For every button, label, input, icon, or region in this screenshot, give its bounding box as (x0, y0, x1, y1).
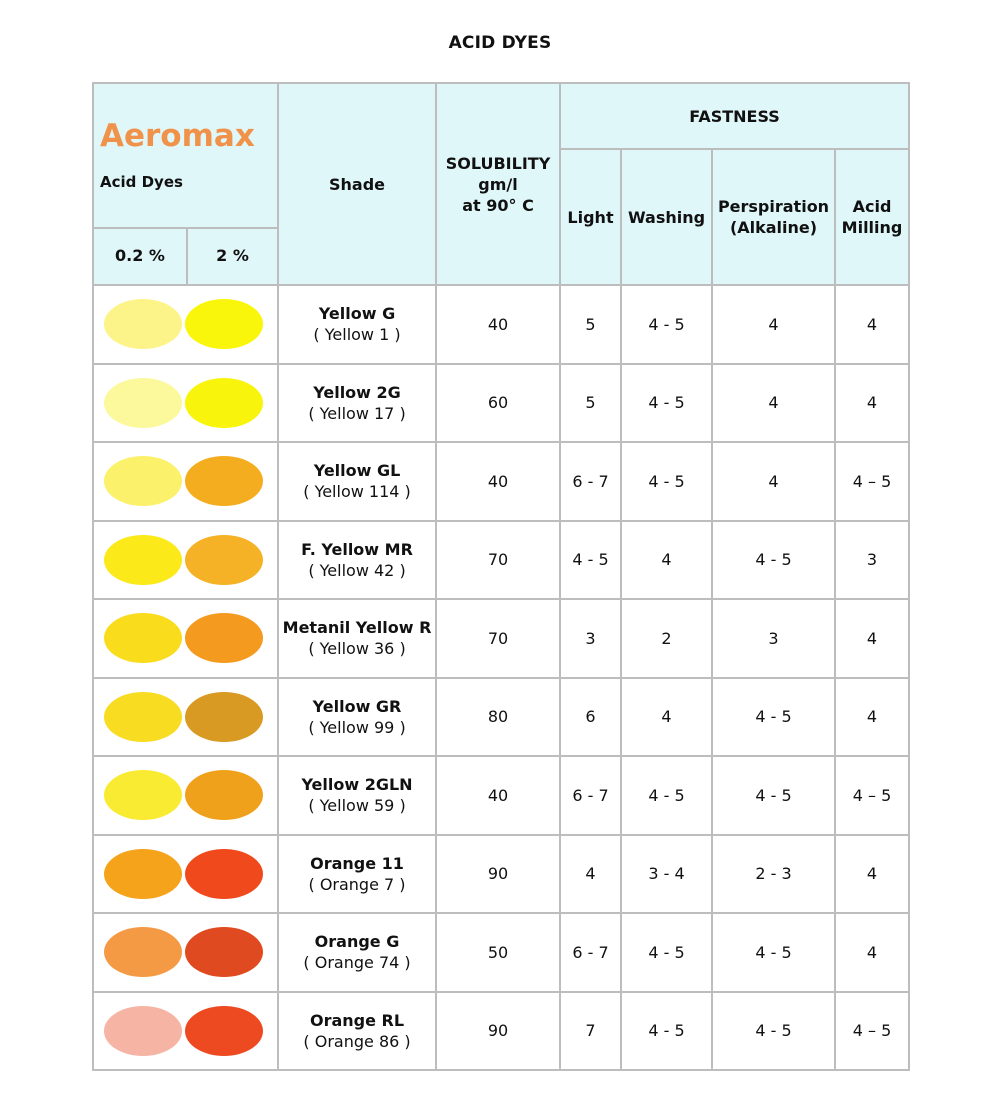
shade-name: F. Yellow MR (301, 539, 413, 559)
shade-ci: ( Yellow 59 ) (308, 796, 406, 816)
perspiration-value: 4 (712, 442, 835, 521)
shade-name: Orange G (314, 932, 400, 952)
swatch-cell (93, 913, 278, 992)
perspiration-header-line1: Perspiration (717, 197, 830, 216)
washing-value: 4 (621, 678, 712, 757)
swatch-cell (93, 678, 278, 757)
light-header: Light (560, 149, 621, 285)
swatch-low (104, 1006, 182, 1056)
shade-name: Orange 11 (310, 853, 404, 873)
swatch-cell (93, 599, 278, 678)
brand-cell (93, 83, 278, 228)
solubility-value: 60 (436, 364, 560, 443)
swatch-cell (93, 521, 278, 600)
light-value: 7 (560, 992, 621, 1071)
solubility-value: 90 (436, 835, 560, 914)
solubility-value: 50 (436, 913, 560, 992)
swatch-high (185, 456, 263, 506)
perspiration-value: 4 (712, 364, 835, 443)
washing-value: 4 (621, 521, 712, 600)
washing-value: 3 - 4 (621, 835, 712, 914)
light-value: 4 (560, 835, 621, 914)
perspiration-value: 4 - 5 (712, 913, 835, 992)
swatch-high (185, 927, 263, 977)
acid-milling-value: 4 (835, 835, 909, 914)
acid-milling-header-line2: Milling (841, 218, 903, 237)
swatch-low (104, 378, 182, 428)
shade-name: Yellow GR (312, 696, 402, 716)
table-row (93, 599, 909, 678)
shade-header: Shade (278, 83, 436, 285)
pct-low-header: 0.2 % (93, 228, 187, 285)
swatch-low (104, 692, 182, 742)
swatch-low (104, 770, 182, 820)
swatch-high (185, 535, 263, 585)
table-row (93, 364, 909, 443)
solubility-header (436, 83, 560, 285)
perspiration-header (712, 149, 835, 285)
shade-cell (278, 835, 436, 914)
perspiration-value: 2 - 3 (712, 835, 835, 914)
solubility-value: 40 (436, 285, 560, 364)
solubility-value: 90 (436, 992, 560, 1071)
swatch-low (104, 849, 182, 899)
shade-cell (278, 442, 436, 521)
swatch-cell (93, 835, 278, 914)
solubility-header-line3: at 90° C (462, 195, 534, 215)
swatch-cell (93, 442, 278, 521)
swatch-low (104, 927, 182, 977)
light-value: 6 (560, 678, 621, 757)
table-row (93, 992, 909, 1071)
shade-cell (278, 913, 436, 992)
shade-cell (278, 992, 436, 1071)
acid-milling-value: 4 – 5 (835, 442, 909, 521)
light-value: 6 - 7 (560, 756, 621, 835)
perspiration-value: 4 - 5 (712, 678, 835, 757)
swatch-cell (93, 756, 278, 835)
acid-milling-header (835, 149, 909, 285)
shade-cell (278, 285, 436, 364)
solubility-value: 80 (436, 678, 560, 757)
shade-ci: ( Orange 7 ) (308, 874, 406, 894)
swatch-low (104, 299, 182, 349)
shade-cell (278, 756, 436, 835)
solubility-value: 70 (436, 521, 560, 600)
shade-name: Yellow 2G (313, 382, 401, 402)
swatch-high (185, 849, 263, 899)
perspiration-value: 4 - 5 (712, 756, 835, 835)
perspiration-value: 4 (712, 285, 835, 364)
washing-value: 4 - 5 (621, 285, 712, 364)
swatch-low (104, 613, 182, 663)
shade-cell (278, 364, 436, 443)
swatch-high (185, 1006, 263, 1056)
shade-name: Metanil Yellow R (282, 618, 432, 638)
swatch-high (185, 613, 263, 663)
brand-logo: Aeromax (100, 118, 255, 154)
light-value: 6 - 7 (560, 442, 621, 521)
swatch-cell (93, 285, 278, 364)
solubility-value: 40 (436, 756, 560, 835)
solubility-value: 40 (436, 442, 560, 521)
acid-milling-value: 4 – 5 (835, 756, 909, 835)
swatch-low (104, 456, 182, 506)
shade-ci: ( Yellow 99 ) (308, 717, 406, 737)
swatch-high (185, 299, 263, 349)
washing-value: 2 (621, 599, 712, 678)
table-row (93, 835, 909, 914)
brand-subtitle: Acid Dyes (100, 173, 183, 191)
perspiration-value: 4 - 5 (712, 521, 835, 600)
acid-milling-header-line1: Acid (852, 197, 892, 216)
table-row (93, 756, 909, 835)
table-row (93, 913, 909, 992)
shade-ci: ( Yellow 114 ) (303, 482, 411, 502)
shade-name: Yellow 2GLN (301, 775, 413, 795)
washing-value: 4 - 5 (621, 364, 712, 443)
light-value: 5 (560, 364, 621, 443)
perspiration-header-line2: (Alkaline) (729, 218, 818, 237)
table-row (93, 521, 909, 600)
light-value: 5 (560, 285, 621, 364)
shade-cell (278, 521, 436, 600)
washing-header: Washing (621, 149, 712, 285)
acid-milling-value: 4 (835, 599, 909, 678)
perspiration-value: 4 - 5 (712, 992, 835, 1071)
shade-ci: ( Yellow 36 ) (308, 639, 406, 659)
acid-milling-value: 4 – 5 (835, 992, 909, 1071)
light-value: 4 - 5 (560, 521, 621, 600)
page-title: ACID DYES (448, 33, 552, 53)
shade-ci: ( Yellow 17 ) (308, 403, 406, 423)
shade-ci: ( Orange 74 ) (303, 953, 411, 973)
shade-ci: ( Yellow 42 ) (308, 560, 406, 580)
table-row (93, 442, 909, 521)
swatch-cell (93, 364, 278, 443)
acid-dyes-table (92, 82, 910, 1071)
solubility-header-line2: gm/l (478, 174, 518, 194)
light-value: 6 - 7 (560, 913, 621, 992)
shade-ci: ( Yellow 1 ) (313, 325, 401, 345)
washing-value: 4 - 5 (621, 756, 712, 835)
swatch-high (185, 770, 263, 820)
fastness-header: FASTNESS (560, 83, 909, 149)
pct-high-header: 2 % (187, 228, 278, 285)
swatch-high (185, 692, 263, 742)
shade-name: Yellow G (318, 304, 396, 324)
acid-milling-value: 4 (835, 364, 909, 443)
washing-value: 4 - 5 (621, 913, 712, 992)
solubility-header-line1: SOLUBILITY (445, 153, 551, 173)
acid-milling-value: 4 (835, 913, 909, 992)
acid-milling-value: 4 (835, 678, 909, 757)
acid-milling-value: 3 (835, 521, 909, 600)
washing-value: 4 - 5 (621, 992, 712, 1071)
shade-cell (278, 678, 436, 757)
shade-name: Orange RL (309, 1010, 405, 1030)
shade-cell (278, 599, 436, 678)
light-value: 3 (560, 599, 621, 678)
perspiration-value: 3 (712, 599, 835, 678)
acid-milling-value: 4 (835, 285, 909, 364)
table-row (93, 678, 909, 757)
swatch-cell (93, 992, 278, 1071)
table-row (93, 285, 909, 364)
washing-value: 4 - 5 (621, 442, 712, 521)
shade-ci: ( Orange 86 ) (303, 1031, 411, 1051)
swatch-high (185, 378, 263, 428)
swatch-low (104, 535, 182, 585)
solubility-value: 70 (436, 599, 560, 678)
shade-name: Yellow GL (313, 461, 401, 481)
